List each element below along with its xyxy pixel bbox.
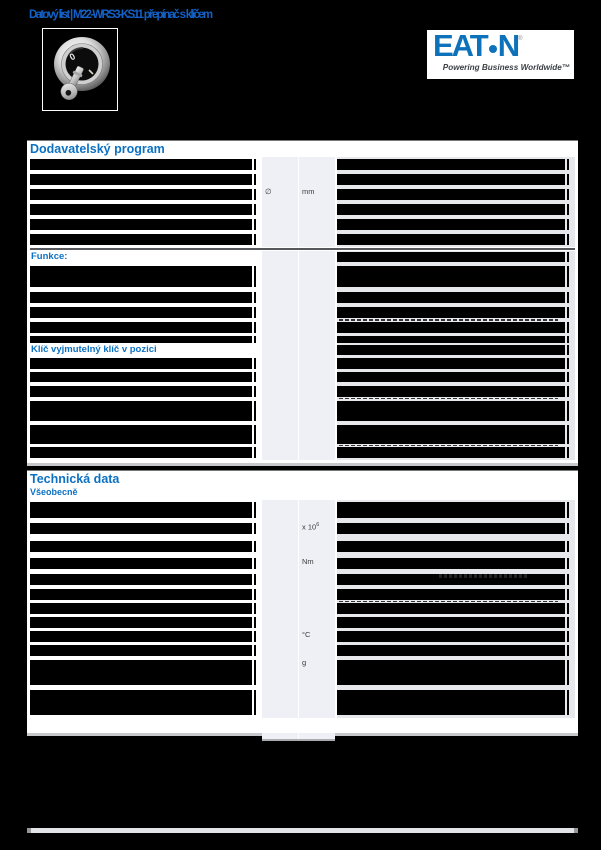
- svg-text:0: 0: [67, 51, 78, 63]
- spec-label-cell: [30, 588, 258, 602]
- redacted-label-bar: [30, 502, 252, 518]
- redacted-label-bar: [30, 372, 252, 382]
- mid-column: [262, 602, 335, 616]
- spec-label-cell: [30, 232, 258, 247]
- spec-row: [30, 157, 575, 172]
- spec-label-cell: [30, 644, 258, 658]
- spec-value-cell: [337, 187, 575, 202]
- unit-cell: [298, 688, 335, 718]
- redacted-label-bar: [30, 358, 252, 369]
- redacted-value-bar: [337, 589, 565, 600]
- symbol-cell: [262, 251, 298, 264]
- redacted-value-bar: [337, 358, 565, 369]
- spec-value-cell: [337, 446, 575, 460]
- spec-row: [30, 384, 575, 399]
- redacted-value-bar: [337, 645, 565, 656]
- redacted-value-bar: [337, 502, 565, 518]
- spec-value-cell: [337, 357, 575, 371]
- redacted-value-bar: [337, 345, 565, 355]
- logo-text-post: N: [497, 28, 519, 63]
- spec-row: [30, 202, 575, 217]
- redacted-value-bar: [337, 252, 565, 262]
- redacted-value-bar: [337, 372, 565, 382]
- redacted-label-bar: [30, 386, 252, 397]
- spec-value-cell: [337, 688, 575, 718]
- symbol-cell: [262, 557, 298, 571]
- symbol-cell: [262, 202, 298, 217]
- mid-column: [262, 264, 335, 290]
- symbol-cell: [262, 384, 298, 399]
- spec-value-cell: [337, 217, 575, 232]
- logo-text-pre: EAT: [433, 28, 487, 63]
- spec-row: [30, 446, 575, 460]
- redacted-label-bar: [30, 447, 252, 458]
- redacted-value-bar: [337, 307, 565, 318]
- symbol-cell: [262, 423, 298, 446]
- unit-cell: [298, 290, 335, 305]
- spec-value-cell: [337, 305, 575, 321]
- spec-label-cell: [30, 520, 258, 537]
- spec-value-cell: [337, 384, 575, 399]
- spec-label-cell: [30, 335, 258, 344]
- spec-label-cell: [30, 616, 258, 630]
- subsection-title: Funkce:: [31, 251, 68, 262]
- redacted-value-bar: [337, 189, 565, 200]
- spec-row: [30, 588, 575, 602]
- symbol-cell: [262, 588, 298, 602]
- symbol-cell: [262, 217, 298, 232]
- spec-label-cell: [30, 557, 258, 571]
- spec-value-cell: [337, 537, 575, 557]
- spec-value-cell: [337, 616, 575, 630]
- spec-row: [30, 264, 575, 290]
- spec-label-cell: [30, 187, 258, 202]
- redacted-value-bar: [337, 401, 565, 421]
- spec-label-cell: [30, 172, 258, 187]
- unit-cell: [298, 371, 335, 384]
- spec-value-cell: [337, 232, 575, 247]
- spec-row: [30, 232, 575, 247]
- redacted-label-bar: [30, 204, 252, 215]
- spec-label-cell: [30, 571, 258, 588]
- redacted-value-bar: [337, 234, 565, 245]
- redacted-label-bar: [30, 292, 252, 303]
- symbol-cell: [262, 520, 298, 537]
- unit-cell: [298, 616, 335, 630]
- redacted-value-bar: [337, 336, 565, 343]
- mid-column: [262, 290, 335, 305]
- symbol-cell: [262, 630, 298, 644]
- spec-value-cell: [337, 371, 575, 384]
- spec-label-cell: [30, 321, 258, 335]
- spec-value-cell: [337, 157, 575, 172]
- spec-row: [30, 187, 575, 202]
- redacted-label-bar: [30, 617, 252, 628]
- unit-cell: [298, 588, 335, 602]
- redacted-value-bar: [337, 386, 565, 397]
- redacted-value-bar: [337, 266, 565, 287]
- redacted-value-bar: [337, 631, 565, 642]
- spec-row: [30, 321, 575, 335]
- symbol-cell: [262, 537, 298, 557]
- spec-value-cell: [337, 571, 575, 588]
- spec-value-cell: [337, 290, 575, 305]
- spec-label-cell: [30, 500, 258, 520]
- redacted-label-bar: [30, 558, 252, 569]
- unit-cell: [298, 423, 335, 446]
- symbol-cell: ∅: [265, 187, 272, 196]
- spec-row: [30, 520, 575, 537]
- redacted-value-bar: [337, 541, 565, 552]
- redacted-label-bar: [30, 589, 252, 600]
- symbol-cell: [262, 616, 298, 630]
- symbol-cell: [262, 688, 298, 718]
- spec-label-cell: [30, 446, 258, 460]
- spec-label-cell: [30, 384, 258, 399]
- redacted-value-bar: [337, 523, 565, 534]
- mid-column: [262, 537, 335, 557]
- unit-cell: [298, 446, 335, 460]
- unit-cell: [298, 217, 335, 232]
- unit-cell: [298, 644, 335, 658]
- subsection-label-cell: [30, 251, 258, 264]
- section-title: Dodavatelský program: [30, 142, 165, 156]
- unit-cell: g: [298, 658, 335, 688]
- unit-cell: [298, 264, 335, 290]
- redacted-value-bar: [337, 660, 565, 685]
- mid-column: [262, 157, 335, 172]
- spec-row: [30, 172, 575, 187]
- spec-label-cell: [30, 202, 258, 217]
- mid-column: [262, 357, 335, 371]
- mid-column: [262, 688, 335, 718]
- symbol-cell: [262, 290, 298, 305]
- redacted-label-bar: [30, 336, 252, 343]
- spec-label-cell: [30, 630, 258, 644]
- redacted-label-bar: [30, 174, 252, 185]
- mid-column: [262, 305, 335, 321]
- spec-row: [30, 630, 575, 644]
- unit-cell: °C: [298, 630, 335, 644]
- redacted-value-bar: [337, 174, 565, 185]
- spec-value-cell: [337, 172, 575, 187]
- logo-dot-icon: [489, 45, 497, 53]
- mid-column: [262, 571, 335, 588]
- spec-row: [30, 537, 575, 557]
- mid-column: [262, 384, 335, 399]
- unit-cell: Nm: [298, 557, 335, 571]
- redacted-label-bar: [30, 690, 252, 715]
- redacted-label-bar: [30, 603, 252, 614]
- symbol-cell: [262, 157, 298, 172]
- symbol-cell: [262, 344, 298, 357]
- redacted-value-bar: [337, 447, 565, 458]
- mid-column: [262, 446, 335, 460]
- spec-label-cell: [30, 357, 258, 371]
- redacted-label-bar: [30, 541, 252, 552]
- unit-cell: [298, 500, 335, 520]
- mid-column: [262, 557, 335, 571]
- footer-rule: [27, 828, 578, 833]
- key-switch-image: [43, 29, 117, 110]
- redacted-label-bar: [30, 574, 252, 585]
- unit-cell: [298, 321, 335, 335]
- redacted-value-bar: [337, 690, 565, 715]
- unit-cell: x $10^6$: [298, 520, 335, 537]
- symbol-cell: [262, 321, 298, 335]
- mid-column: [262, 187, 335, 202]
- subsection-header: [30, 344, 575, 357]
- spec-value-cell: [337, 202, 575, 217]
- unit-cell: [298, 357, 335, 371]
- mid-column: [262, 202, 335, 217]
- spec-row: [30, 500, 575, 520]
- spec-label-cell: [30, 264, 258, 290]
- unit-cell: [298, 344, 335, 357]
- spec-row: [30, 557, 575, 571]
- mid-column: [262, 172, 335, 187]
- redacted-label-bar: [30, 660, 252, 685]
- product-photo: [42, 28, 118, 111]
- spec-value-cell: [337, 658, 575, 688]
- unit-cell: [298, 232, 335, 247]
- spec-row: [30, 644, 575, 658]
- mid-column: [262, 371, 335, 384]
- mid-column: [262, 644, 335, 658]
- mid-column-tab: [262, 733, 335, 739]
- symbol-cell: [262, 500, 298, 520]
- spec-value-cell: [337, 500, 575, 520]
- unit-cell: [298, 157, 335, 172]
- redacted-value-bar: [337, 558, 565, 569]
- spec-value-cell: [337, 335, 575, 344]
- redacted-label-bar: [30, 266, 252, 287]
- mid-column: [262, 344, 335, 357]
- mid-column: [262, 217, 335, 232]
- symbol-cell: [262, 446, 298, 460]
- spec-label-cell: [30, 658, 258, 688]
- symbol-cell: [262, 602, 298, 616]
- subsection-title: Klíč vyjmutelný klíč v pozici: [31, 344, 157, 355]
- spec-value-cell: [337, 644, 575, 658]
- spec-value-cell: [337, 399, 575, 423]
- mid-column: [262, 321, 335, 335]
- spec-row: [30, 688, 575, 718]
- mid-column: [262, 658, 335, 688]
- spec-row: [30, 423, 575, 446]
- spec-row: [30, 571, 575, 588]
- unit-cell: mm: [298, 187, 335, 202]
- spec-value-cell: [337, 630, 575, 644]
- spec-row: [30, 305, 575, 321]
- redacted-label-bar: [30, 645, 252, 656]
- spec-value-cell: [337, 557, 575, 571]
- spec-table: [30, 157, 575, 460]
- mid-column: [262, 251, 335, 264]
- unit-cell: [298, 602, 335, 616]
- spec-label-cell: [30, 399, 258, 423]
- redacted-value-bar: [337, 322, 565, 333]
- spec-row: [30, 217, 575, 232]
- eaton-logo: [427, 30, 574, 79]
- section-subtitle: Všeobecně: [30, 487, 78, 497]
- unit-cell: [298, 384, 335, 399]
- unit-cell: [298, 202, 335, 217]
- spec-label-cell: [30, 602, 258, 616]
- redacted-value-bar: [337, 159, 565, 170]
- redacted-label-bar: [30, 631, 252, 642]
- symbol-cell: [262, 357, 298, 371]
- unit-cell: [298, 251, 335, 264]
- spec-row: [30, 602, 575, 616]
- symbol-cell: [262, 644, 298, 658]
- redacted-value-bar: [337, 603, 565, 614]
- spec-table: [30, 500, 575, 718]
- spec-label-cell: [30, 305, 258, 321]
- redacted-value-bar: [337, 204, 565, 215]
- subsection-label-cell: [30, 344, 258, 357]
- mid-column: [262, 423, 335, 446]
- spec-row: [30, 616, 575, 630]
- redacted-label-bar: [30, 322, 252, 333]
- section-technicka-data: [27, 470, 578, 733]
- spec-value-cell: [337, 588, 575, 602]
- table-divider: [30, 248, 575, 250]
- spec-value-cell: [337, 251, 575, 264]
- redacted-label-bar: [30, 159, 252, 170]
- registered-mark: ®: [518, 36, 521, 42]
- section-dodavatelsky-program: [27, 140, 578, 463]
- redacted-value-bar: [337, 219, 565, 230]
- subsection-header: [30, 251, 575, 264]
- redacted-label-bar: [30, 219, 252, 230]
- unit-cell: [298, 399, 335, 423]
- symbol-cell: [262, 571, 298, 588]
- spec-label-cell: [30, 217, 258, 232]
- redacted-label-bar: [30, 307, 252, 318]
- unit-cell: [298, 537, 335, 557]
- mid-column: [262, 588, 335, 602]
- symbol-cell: [262, 232, 298, 247]
- spec-label-cell: [30, 371, 258, 384]
- eaton-logo-word: [433, 28, 570, 63]
- spec-label-cell: [30, 688, 258, 718]
- unit-cell: [298, 571, 335, 588]
- mid-column: [262, 520, 335, 537]
- spec-value-cell: [337, 321, 575, 335]
- symbol-cell: [262, 335, 298, 344]
- spec-row: [30, 371, 575, 384]
- redacted-value-bar: [337, 292, 565, 303]
- spec-value-cell: [337, 520, 575, 537]
- spec-row: [30, 335, 575, 344]
- spec-row: [30, 399, 575, 423]
- unit-cell: [298, 335, 335, 344]
- spec-value-cell: [337, 602, 575, 616]
- symbol-cell: [262, 399, 298, 423]
- unit-cell: [298, 172, 335, 187]
- symbol-cell: [262, 371, 298, 384]
- logo-tagline: Powering Business Worldwide™: [442, 63, 570, 72]
- mid-column: [262, 232, 335, 247]
- spec-label-cell: [30, 537, 258, 557]
- unit-cell: [298, 305, 335, 321]
- spec-label-cell: [30, 157, 258, 172]
- symbol-cell: [262, 658, 298, 688]
- section-title: Technická data: [30, 472, 120, 486]
- spec-value-cell: [337, 264, 575, 290]
- symbol-cell: [262, 305, 298, 321]
- symbol-cell: [262, 264, 298, 290]
- mid-column: [262, 399, 335, 423]
- redacted-fragment: [439, 574, 527, 578]
- mid-column: [262, 630, 335, 644]
- redacted-label-bar: [30, 523, 252, 534]
- spec-row: [30, 357, 575, 371]
- mid-column: [262, 616, 335, 630]
- spec-label-cell: [30, 423, 258, 446]
- redacted-value-bar: [337, 617, 565, 628]
- spec-row: [30, 290, 575, 305]
- spec-row: [30, 658, 575, 688]
- redacted-label-bar: [30, 401, 252, 421]
- spec-value-cell: [337, 344, 575, 357]
- spec-value-cell: [337, 423, 575, 446]
- mid-column: [262, 500, 335, 520]
- redacted-label-bar: [30, 234, 252, 245]
- redacted-value-bar: [337, 425, 565, 444]
- mid-column: [262, 335, 335, 344]
- redacted-label-bar: [30, 425, 252, 444]
- redacted-label-bar: [30, 189, 252, 200]
- spec-label-cell: [30, 290, 258, 305]
- symbol-cell: [262, 172, 298, 187]
- document-title: Datový list | M22-WRS3-KS11 přepínač s klíčem: [29, 8, 212, 22]
